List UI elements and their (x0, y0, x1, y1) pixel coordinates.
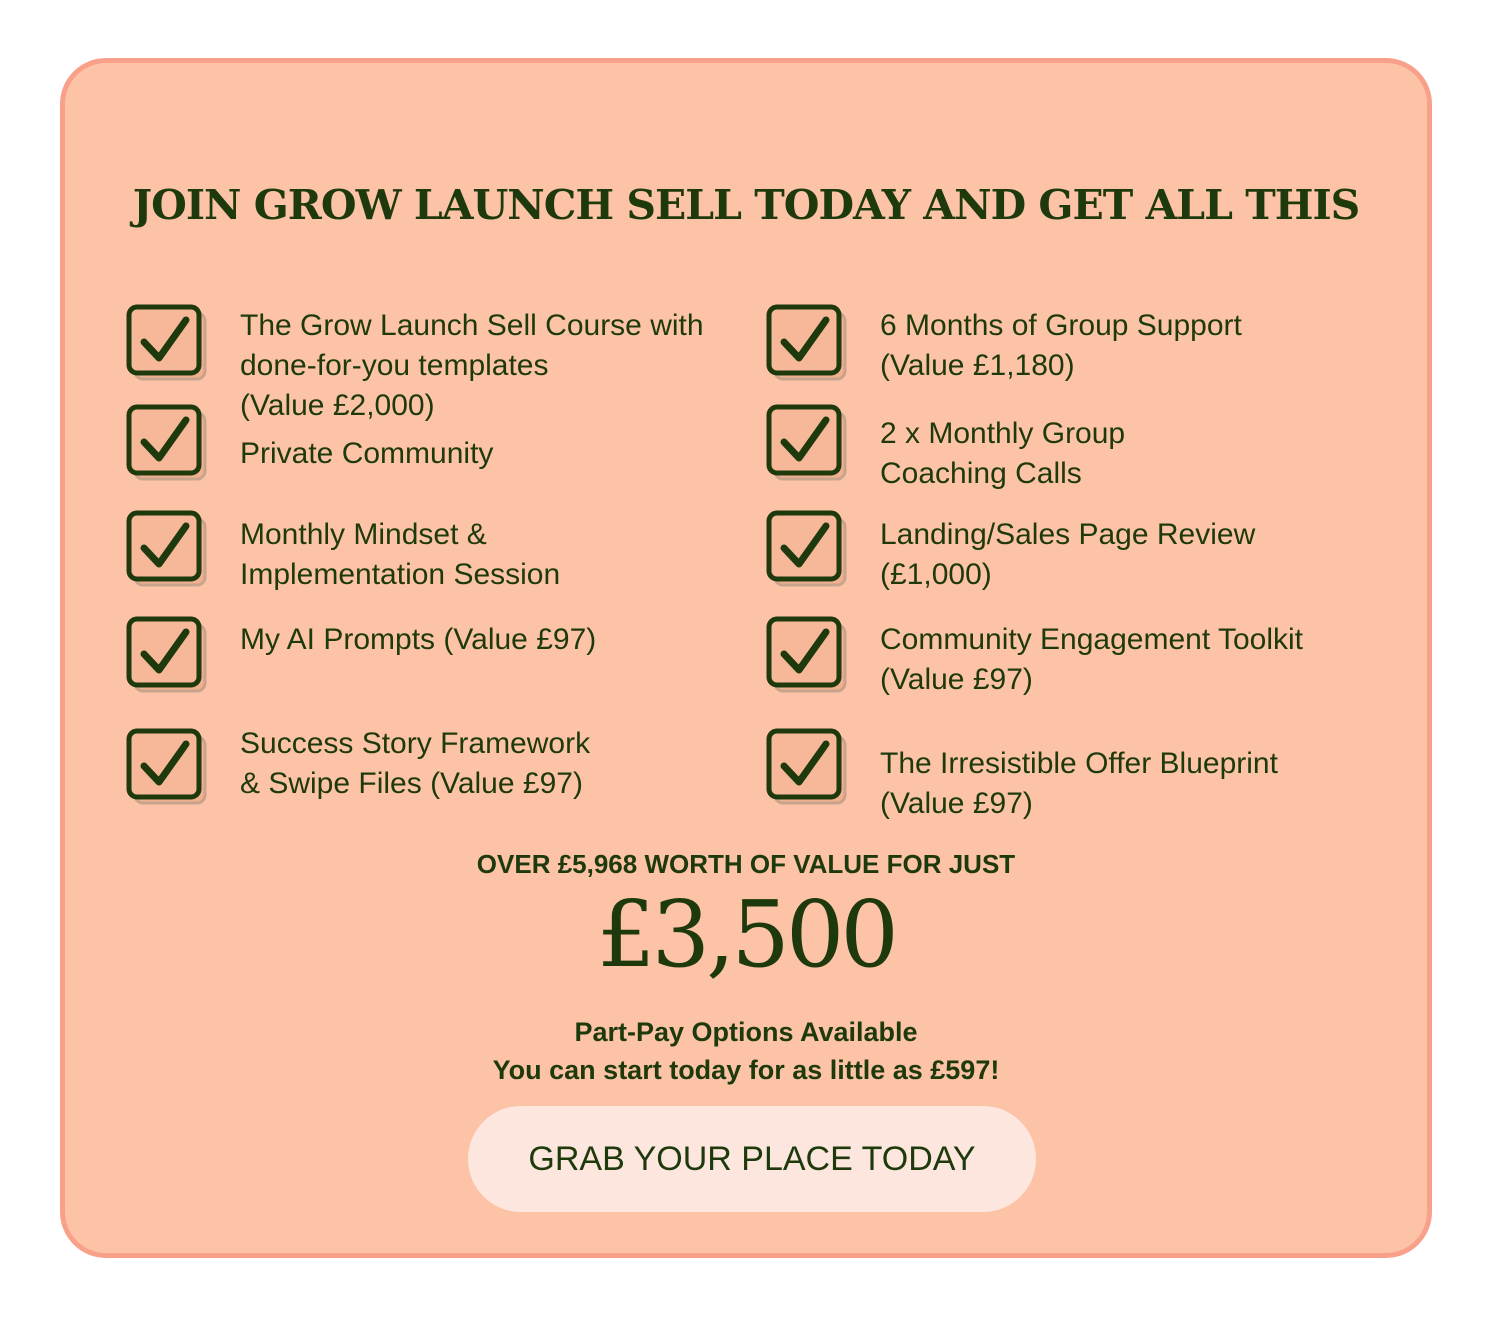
item-label: Private Community (240, 437, 494, 470)
checkbox-checked-icon (768, 306, 836, 374)
part-pay-info (65, 1013, 1427, 1089)
offer-heading: JOIN GROW LAUNCH SELL TODAY AND GET ALL THIS (132, 181, 1360, 229)
item-label: My AI Prompts (Value £97) (240, 623, 597, 656)
part-pay-line: You can start today for as little as £597! (492, 1055, 1000, 1085)
checkbox-checked-icon (128, 618, 196, 686)
checkbox-checked-icon (768, 730, 836, 798)
item-label: 2 x Monthly Group Coaching Calls (880, 417, 1126, 490)
checkbox-checked-icon (128, 406, 196, 474)
checkbox-checked-icon (128, 730, 196, 798)
offer-card (60, 58, 1432, 1258)
item-label: Success Story Framework & Swipe Files (Value £97) (240, 727, 591, 800)
item-label: Community Engagement Toolkit (Value £97) (880, 623, 1303, 696)
item-label: Monthly Mindset & Implementation Session (240, 518, 561, 591)
item-label: The Irresistible Offer Blueprint (Value £97) (880, 747, 1278, 820)
checkbox-checked-icon (768, 618, 836, 686)
value-summary: OVER £5,968 WORTH OF VALUE FOR JUST (476, 849, 1016, 879)
price: £3,500 (597, 881, 895, 988)
checkbox-checked-icon (768, 512, 836, 580)
item-label: Landing/Sales Page Review (£1,000) (880, 518, 1256, 591)
checkbox-checked-icon (128, 512, 196, 580)
checkbox-checked-icon (768, 406, 836, 474)
item-label: 6 Months of Group Support (Value £1,180) (880, 309, 1242, 382)
grab-place-button[interactable]: GRAB YOUR PLACE TODAY (468, 1106, 1036, 1212)
checkbox-checked-icon (128, 306, 196, 374)
item-label: The Grow Launch Sell Course with done-for-you templates (Value £2,000) (240, 309, 704, 422)
part-pay-line: Part-Pay Options Available (574, 1017, 918, 1047)
